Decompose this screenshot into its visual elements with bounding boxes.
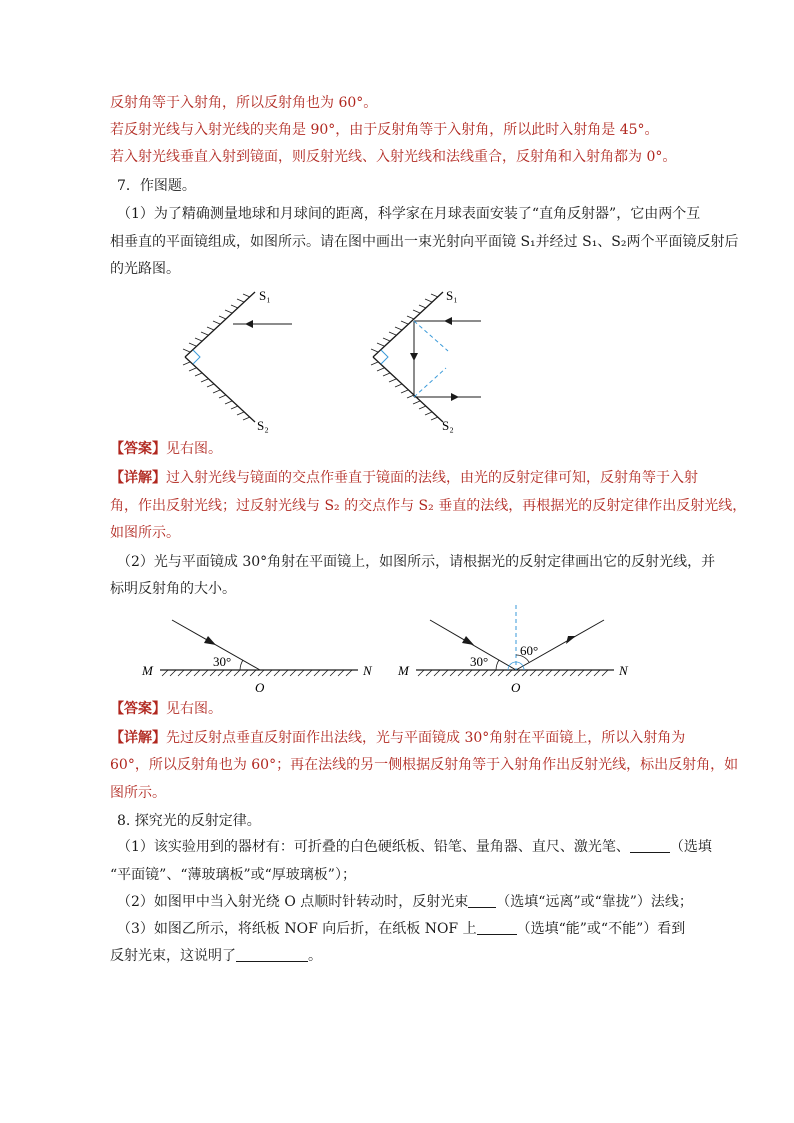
label-m-right: M — [398, 663, 409, 678]
detail-tag: 【详解】 — [110, 470, 166, 486]
q7-detail-2-line2: 60°，所以反射角也为 60°；再在法线的另一侧根据反射角等于入射角作出反射光线，标出反射角，如 — [110, 757, 739, 773]
q6-line-3: 若入射光线垂直入射到镜面，则反射光线、入射光线和法线重合，反射角和入射角都为 0°。 — [110, 149, 677, 165]
q8-part1-line2: “平面镜”、“薄玻璃板”或“厚玻璃板”）； — [110, 867, 356, 883]
q7-detail-1-line3: 如图所示。 — [110, 525, 180, 541]
q8-p3-line2-text-b: 。 — [308, 948, 322, 964]
detail-text: 过入射光线与镜面的交点作垂直于镜面的法线，由光的反射定律可知，反射角等于入射 — [166, 470, 698, 486]
mirror-right-answer — [397, 605, 629, 695]
q7-part1-line1: （1）为了精确测量地球和月球间的距离，科学家在月球表面安装了“直角反射器”，它由两个互 — [117, 206, 701, 222]
answer-text: 见右图。 — [166, 441, 222, 457]
q8-part3-line2 — [110, 947, 710, 965]
blank-can-see[interactable] — [477, 920, 517, 935]
q7-detail-1-line2: 角，作出反射光线；过反射光线与 S₂ 的交点作与 S₂ 垂直的法线，再根据光的反射定律作出反射光线， — [110, 498, 747, 514]
blank-direction[interactable] — [468, 893, 496, 908]
q7-part2-line1: （2）光与平面镜成 30°角射在平面镜上，如图所示，请根据光的反射定律画出它的反射光线，并 — [117, 554, 716, 570]
angle-30-left: 30° — [213, 654, 232, 669]
q7-answer-2 — [110, 700, 710, 718]
angle-30-right: 30° — [470, 654, 489, 669]
q8-part2 — [117, 893, 717, 911]
q7-detail-2-line3: 图所示。 — [110, 785, 166, 801]
blank-equipment[interactable] — [630, 838, 670, 853]
q7-detail-2-line1 — [110, 729, 710, 747]
angle-60-right: 60° — [520, 643, 539, 658]
reflector-figure — [0, 280, 794, 440]
mirror-left — [141, 620, 373, 695]
q7-part2-line2: 标明反射角的大小。 — [110, 581, 236, 597]
q6-line-1: 反射角等于入射角，所以反射角也为 60°。 — [110, 95, 378, 111]
label-m-left: M — [142, 663, 153, 678]
label-n-right: N — [619, 663, 628, 678]
left-reflector — [183, 288, 292, 433]
label-s2-right: S₂ — [442, 418, 454, 433]
blank-conclusion[interactable] — [236, 947, 308, 962]
q8-p3-line2-text-a: 反射光束，这说明了 — [110, 948, 236, 964]
q7-answer-1 — [110, 440, 710, 458]
q7-part1-line2: 相垂直的平面镜组成，如图所示。请在图中画出一束光射向平面镜 S₁并经过 S₁、S₂两个平面镜反射后 — [110, 234, 739, 250]
q7-part1-line3: 的光路图。 — [110, 261, 180, 277]
q8-title: 8. 探究光的反射定律。 — [117, 813, 261, 829]
q8-p2-text-a: （2）如图甲中当入射光绕 O 点顺时针转动时，反射光束 — [117, 894, 469, 910]
q8-p3-text-b: （选填“能”或“不能”）看到 — [516, 921, 686, 937]
answer-text: 见右图。 — [166, 701, 222, 717]
q8-part3-line1 — [117, 920, 717, 938]
label-o-right: O — [511, 680, 521, 695]
answer-tag: 【答案】 — [110, 701, 166, 717]
label-n-left: N — [363, 663, 372, 678]
q7-title: 7．作图题。 — [117, 178, 196, 194]
plane-mirror-figure — [0, 600, 794, 700]
detail-text: 先过反射点垂直反射面作出法线，光与平面镜成 30°角射在平面镜上，所以入射角为 — [166, 730, 686, 746]
detail-tag: 【详解】 — [110, 730, 166, 746]
q8-p1-text-a: （1）该实验用到的器材有：可折叠的白色硬纸板、铅笔、量角器、直尺、激光笔、 — [117, 839, 630, 855]
label-o-left: O — [255, 680, 265, 695]
q8-p1-text-b: （选填 — [669, 839, 712, 855]
q8-p2-text-b: （选填“远离”或“靠拢”）法线； — [496, 894, 693, 910]
q8-p3-text-a: （3）如图乙所示，将纸板 NOF 向后折，在纸板 NOF 上 — [117, 921, 477, 937]
q6-line-2: 若反射光线与入射光线的夹角是 90°，由于反射角等于入射角，所以此时入射角是 45°。 — [110, 122, 659, 138]
q7-detail-1-line1 — [110, 469, 710, 487]
label-s1-right: S₁ — [446, 288, 458, 303]
q8-part1-line1 — [117, 838, 717, 856]
label-s2-left: S₂ — [257, 418, 269, 433]
label-s1-left: S₁ — [259, 288, 271, 303]
right-reflector-answer — [371, 288, 481, 433]
answer-tag: 【答案】 — [110, 441, 166, 457]
